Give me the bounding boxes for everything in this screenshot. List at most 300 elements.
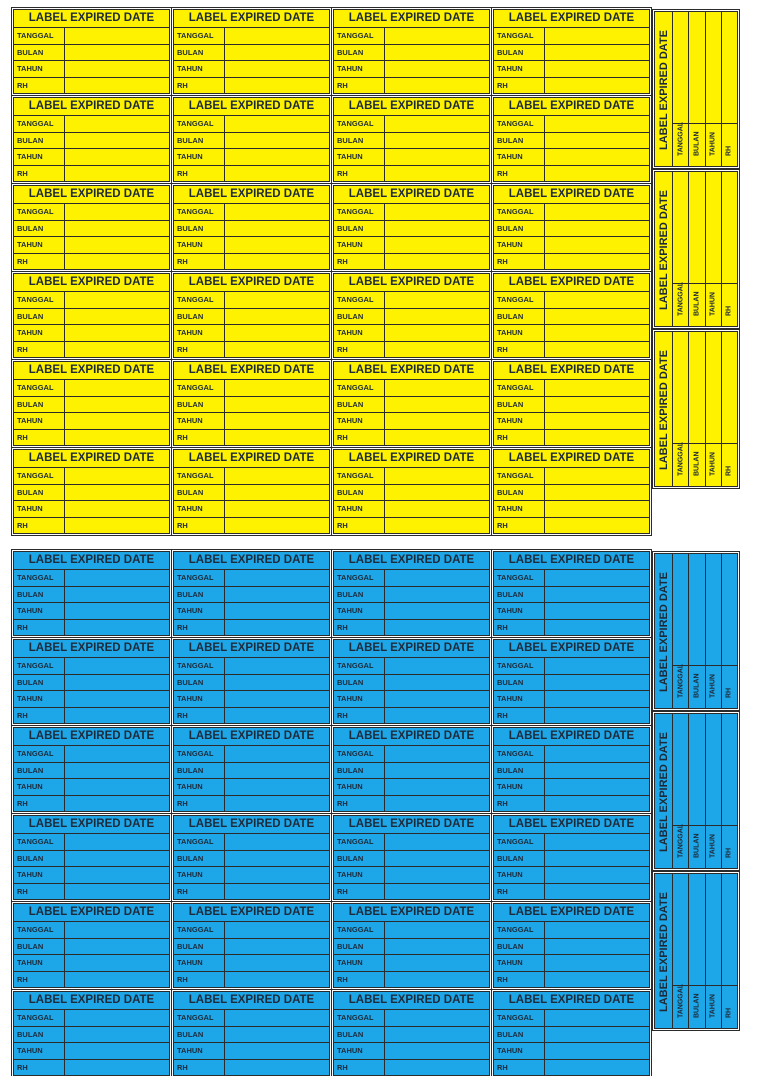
field-value-box (225, 309, 329, 325)
field-value-box (385, 133, 489, 149)
field-row-bulan (334, 851, 489, 868)
field-name: RH (494, 1060, 545, 1076)
field-row-rh (494, 430, 649, 446)
field-name: TANGGAL (334, 292, 385, 308)
field-name: BULAN (334, 485, 385, 501)
field-name: BULAN (334, 397, 385, 413)
field-name: RH (14, 342, 65, 358)
vertical-field-tanggal (673, 12, 689, 166)
field-row-bulan (334, 221, 489, 238)
field-value-box (225, 1043, 329, 1059)
field-value-box (385, 254, 489, 270)
field-value-box (65, 309, 169, 325)
field-name: RH (334, 1060, 385, 1076)
field-row-tanggal (494, 834, 649, 851)
vertical-field-key (706, 283, 721, 326)
expired-date-label (13, 551, 170, 636)
field-name: RH (725, 465, 733, 476)
vertical-label-title (655, 874, 673, 1028)
expired-date-label (173, 361, 330, 446)
expired-date-label (333, 449, 490, 534)
field-value-box (545, 691, 649, 707)
label-title: LABEL EXPIRED DATE (494, 904, 649, 922)
field-name: RH (174, 430, 225, 446)
field-name: BULAN (174, 587, 225, 603)
field-row-bulan (334, 675, 489, 692)
field-row-tahun (14, 1043, 169, 1060)
field-value-box (225, 45, 329, 61)
field-value-box (545, 78, 649, 94)
field-row-tahun (174, 867, 329, 884)
field-row-bulan (174, 675, 329, 692)
label-title: LABEL EXPIRED DATE (334, 186, 489, 204)
field-row-tanggal (334, 28, 489, 45)
field-name: RH (14, 620, 65, 636)
field-row-rh (174, 884, 329, 900)
field-row-rh (494, 972, 649, 988)
field-row-bulan (174, 1027, 329, 1044)
label-title: LABEL EXPIRED DATE (14, 992, 169, 1010)
field-name: BULAN (14, 675, 65, 691)
field-row-tahun (334, 413, 489, 430)
label-title: LABEL EXPIRED DATE (494, 10, 649, 28)
field-row-tahun (14, 779, 169, 796)
field-name: TAHUN (14, 691, 65, 707)
field-name: TANGGAL (334, 468, 385, 484)
field-row-rh (14, 796, 169, 812)
field-name: BULAN (14, 485, 65, 501)
field-row-tanggal (14, 834, 169, 851)
field-row-rh (174, 78, 329, 94)
field-name: TANGGAL (174, 658, 225, 674)
field-name: TAHUN (494, 867, 545, 883)
field-name: TAHUN (14, 779, 65, 795)
vertical-field-key (722, 665, 737, 708)
field-row-bulan (14, 939, 169, 956)
field-row-tanggal (14, 292, 169, 309)
label-title: LABEL EXPIRED DATE (14, 816, 169, 834)
expired-date-label (13, 185, 170, 270)
field-row-rh (334, 166, 489, 182)
field-row-bulan (174, 851, 329, 868)
field-row-tanggal (494, 28, 649, 45)
label-title: LABEL EXPIRED DATE (334, 816, 489, 834)
field-row-tahun (14, 149, 169, 166)
field-name: BULAN (693, 291, 701, 316)
field-name: TAHUN (14, 61, 65, 77)
field-row-rh (174, 620, 329, 636)
label-title: LABEL EXPIRED DATE (494, 450, 649, 468)
field-name: RH (334, 342, 385, 358)
field-row-tahun (174, 603, 329, 620)
field-row-bulan (14, 763, 169, 780)
field-row-tanggal (334, 658, 489, 675)
field-name: TAHUN (14, 501, 65, 517)
field-name: BULAN (334, 763, 385, 779)
vertical-label-title-text: LABEL EXPIRED DATE (657, 572, 670, 692)
field-value-box (385, 834, 489, 850)
field-name: TANGGAL (677, 983, 685, 1018)
field-name: TANGGAL (174, 570, 225, 586)
field-value-box (65, 1043, 169, 1059)
field-name: TANGGAL (334, 746, 385, 762)
field-row-bulan (494, 485, 649, 502)
vertical-field-key (689, 123, 704, 166)
vertical-label-title (655, 714, 673, 868)
vertical-field-key (706, 665, 721, 708)
field-value-box (545, 620, 649, 636)
field-value-box (385, 658, 489, 674)
expired-date-label (333, 551, 490, 636)
vertical-field-key (706, 825, 721, 868)
field-name: BULAN (334, 309, 385, 325)
vertical-field-tahun (706, 554, 722, 708)
vertical-label-title-text: LABEL EXPIRED DATE (657, 350, 670, 470)
field-name: TAHUN (494, 413, 545, 429)
vertical-field-bulan (689, 554, 705, 708)
field-name: TAHUN (174, 1043, 225, 1059)
field-row-bulan (174, 763, 329, 780)
label-title: LABEL EXPIRED DATE (14, 362, 169, 380)
field-value-box (65, 430, 169, 446)
field-row-tahun (334, 603, 489, 620)
field-name: TANGGAL (14, 570, 65, 586)
field-row-tanggal (174, 468, 329, 485)
label-title: LABEL EXPIRED DATE (494, 362, 649, 380)
field-row-tahun (14, 237, 169, 254)
label-title: LABEL EXPIRED DATE (14, 274, 169, 292)
vertical-field-tanggal (673, 172, 689, 326)
field-row-tanggal (14, 468, 169, 485)
field-name: BULAN (174, 851, 225, 867)
field-row-tahun (14, 955, 169, 972)
field-row-tahun (14, 501, 169, 518)
field-value-box (385, 955, 489, 971)
field-row-tahun (174, 955, 329, 972)
vertical-label-title (655, 12, 673, 166)
label-title: LABEL EXPIRED DATE (174, 728, 329, 746)
field-name: RH (494, 254, 545, 270)
field-row-bulan (334, 397, 489, 414)
field-value-box (225, 413, 329, 429)
field-name: TANGGAL (174, 28, 225, 44)
field-value-box (65, 342, 169, 358)
field-value-box (545, 413, 649, 429)
field-value-box (545, 746, 649, 762)
field-name: RH (494, 972, 545, 988)
field-name: RH (334, 972, 385, 988)
vertical-field-key (706, 123, 721, 166)
field-value-box (65, 221, 169, 237)
field-name: TANGGAL (494, 746, 545, 762)
field-name: RH (14, 884, 65, 900)
field-name: BULAN (334, 587, 385, 603)
field-name: BULAN (494, 45, 545, 61)
field-row-tanggal (174, 1010, 329, 1027)
label-title: LABEL EXPIRED DATE (334, 10, 489, 28)
field-name: TANGGAL (14, 922, 65, 938)
field-row-bulan (14, 485, 169, 502)
field-value-box (545, 1043, 649, 1059)
expired-date-label (333, 727, 490, 812)
label-title: LABEL EXPIRED DATE (174, 552, 329, 570)
field-value-box (65, 61, 169, 77)
field-value-box (545, 309, 649, 325)
field-name: TANGGAL (494, 834, 545, 850)
expired-date-label (493, 449, 650, 534)
label-title: LABEL EXPIRED DATE (334, 904, 489, 922)
vertical-field-key (706, 443, 721, 486)
field-name: TAHUN (709, 292, 717, 316)
field-name: TANGGAL (14, 468, 65, 484)
field-value-box (65, 518, 169, 534)
field-row-bulan (174, 939, 329, 956)
vertical-field-tanggal (673, 332, 689, 486)
label-title: LABEL EXPIRED DATE (334, 450, 489, 468)
field-value-box (385, 1010, 489, 1026)
field-value-box (545, 587, 649, 603)
field-value-box (385, 28, 489, 44)
field-value-box (385, 237, 489, 253)
vertical-label-title (655, 554, 673, 708)
expired-date-label (13, 815, 170, 900)
expired-date-label (333, 361, 490, 446)
field-row-bulan (14, 675, 169, 692)
field-name: TAHUN (334, 237, 385, 253)
label-title: LABEL EXPIRED DATE (174, 274, 329, 292)
field-name: TAHUN (14, 867, 65, 883)
field-value-box (385, 149, 489, 165)
label-title: LABEL EXPIRED DATE (14, 186, 169, 204)
field-value-box (225, 292, 329, 308)
field-value-box (225, 325, 329, 341)
field-row-tahun (494, 149, 649, 166)
field-value-box (385, 851, 489, 867)
field-name: BULAN (174, 133, 225, 149)
field-name: BULAN (693, 833, 701, 858)
field-value-box (385, 116, 489, 132)
field-row-rh (334, 518, 489, 534)
field-row-tanggal (174, 28, 329, 45)
field-name: TANGGAL (14, 1010, 65, 1026)
field-row-bulan (14, 1027, 169, 1044)
field-row-tanggal (174, 380, 329, 397)
field-row-rh (174, 518, 329, 534)
field-value-box (545, 884, 649, 900)
field-row-rh (174, 972, 329, 988)
field-value-box (225, 78, 329, 94)
field-row-tanggal (174, 834, 329, 851)
field-name: TAHUN (14, 149, 65, 165)
expired-date-label (333, 991, 490, 1076)
field-name: TAHUN (494, 603, 545, 619)
field-name: RH (334, 254, 385, 270)
expired-date-label (333, 903, 490, 988)
field-value-box (385, 867, 489, 883)
field-name: TAHUN (494, 691, 545, 707)
field-name: BULAN (174, 485, 225, 501)
field-name: RH (494, 708, 545, 724)
field-name: BULAN (334, 851, 385, 867)
field-name: BULAN (494, 587, 545, 603)
expired-date-label (173, 449, 330, 534)
field-row-tahun (334, 955, 489, 972)
field-row-rh (174, 254, 329, 270)
field-value-box (545, 1027, 649, 1043)
field-value-box (385, 45, 489, 61)
field-row-tahun (334, 691, 489, 708)
field-row-bulan (334, 939, 489, 956)
expired-date-label (13, 361, 170, 446)
field-row-tahun (494, 61, 649, 78)
field-name: RH (494, 78, 545, 94)
field-row-tanggal (14, 204, 169, 221)
field-value-box (545, 430, 649, 446)
field-value-box (225, 955, 329, 971)
field-value-box (65, 149, 169, 165)
label-title: LABEL EXPIRED DATE (494, 186, 649, 204)
vertical-expired-date-label (654, 331, 738, 487)
field-name: TANGGAL (334, 380, 385, 396)
expired-date-label (173, 97, 330, 182)
expired-date-label (173, 9, 330, 94)
field-name: RH (494, 518, 545, 534)
field-name: TANGGAL (677, 663, 685, 698)
field-row-tahun (174, 325, 329, 342)
field-value-box (225, 691, 329, 707)
field-row-tahun (14, 325, 169, 342)
field-name: BULAN (494, 221, 545, 237)
vertical-label-title-text: LABEL EXPIRED DATE (657, 30, 670, 150)
vertical-field-tahun (706, 172, 722, 326)
vertical-field-rh (722, 874, 737, 1028)
vertical-field-key (673, 443, 688, 486)
label-title: LABEL EXPIRED DATE (14, 450, 169, 468)
field-name: BULAN (174, 939, 225, 955)
field-value-box (65, 620, 169, 636)
field-value-box (385, 796, 489, 812)
field-row-bulan (494, 309, 649, 326)
field-row-rh (494, 342, 649, 358)
field-value-box (65, 485, 169, 501)
field-value-box (65, 133, 169, 149)
field-row-tahun (174, 501, 329, 518)
field-name: TANGGAL (174, 380, 225, 396)
vertical-field-rh (722, 714, 737, 868)
expired-date-label (493, 551, 650, 636)
vertical-field-key (722, 825, 737, 868)
field-value-box (545, 221, 649, 237)
field-value-box (545, 922, 649, 938)
field-value-box (65, 867, 169, 883)
field-value-box (65, 1010, 169, 1026)
field-row-tanggal (494, 468, 649, 485)
field-value-box (65, 45, 169, 61)
field-row-tahun (14, 691, 169, 708)
field-row-tanggal (14, 116, 169, 133)
field-name: TANGGAL (14, 28, 65, 44)
field-row-tahun (334, 61, 489, 78)
field-name: TAHUN (334, 603, 385, 619)
field-value-box (225, 501, 329, 517)
field-row-bulan (334, 309, 489, 326)
field-name: TANGGAL (334, 28, 385, 44)
field-name: TANGGAL (14, 834, 65, 850)
field-name: RH (334, 620, 385, 636)
label-title: LABEL EXPIRED DATE (174, 450, 329, 468)
field-name: RH (174, 254, 225, 270)
field-value-box (65, 254, 169, 270)
field-value-box (545, 779, 649, 795)
field-name: TANGGAL (494, 292, 545, 308)
field-value-box (385, 166, 489, 182)
field-name: RH (14, 78, 65, 94)
expired-date-label (13, 639, 170, 724)
field-name: TANGGAL (334, 204, 385, 220)
field-name: BULAN (174, 45, 225, 61)
vertical-label-title-text: LABEL EXPIRED DATE (657, 732, 670, 852)
field-value-box (65, 1060, 169, 1076)
field-value-box (385, 675, 489, 691)
vertical-field-rh (722, 172, 737, 326)
field-row-tahun (334, 149, 489, 166)
field-value-box (65, 708, 169, 724)
field-name: TANGGAL (334, 658, 385, 674)
field-value-box (385, 397, 489, 413)
field-value-box (65, 116, 169, 132)
field-value-box (545, 1060, 649, 1076)
field-name: RH (174, 884, 225, 900)
expired-date-label (13, 9, 170, 94)
expired-date-label (333, 185, 490, 270)
blue-label-sheet (13, 551, 741, 1072)
field-value-box (65, 939, 169, 955)
field-row-rh (494, 254, 649, 270)
field-name: TANGGAL (334, 570, 385, 586)
field-row-tanggal (334, 380, 489, 397)
field-value-box (65, 851, 169, 867)
field-name: TANGGAL (677, 441, 685, 476)
field-value-box (65, 28, 169, 44)
field-row-tahun (174, 779, 329, 796)
field-row-bulan (334, 485, 489, 502)
field-name: TANGGAL (174, 1010, 225, 1026)
expired-date-label (493, 903, 650, 988)
vertical-field-key (673, 985, 688, 1028)
field-row-tahun (174, 691, 329, 708)
field-row-rh (14, 884, 169, 900)
field-name: TANGGAL (494, 204, 545, 220)
field-row-tahun (334, 325, 489, 342)
field-name: TAHUN (334, 149, 385, 165)
field-value-box (65, 468, 169, 484)
vertical-field-tahun (706, 12, 722, 166)
field-value-box (225, 779, 329, 795)
field-row-bulan (494, 1027, 649, 1044)
vertical-field-tanggal (673, 714, 689, 868)
field-name: BULAN (14, 587, 65, 603)
expired-date-label (493, 727, 650, 812)
field-value-box (385, 884, 489, 900)
vertical-field-key (689, 665, 704, 708)
field-value-box (545, 342, 649, 358)
vertical-field-rh (722, 12, 737, 166)
field-name: TAHUN (334, 1043, 385, 1059)
field-row-tanggal (334, 116, 489, 133)
field-value-box (225, 485, 329, 501)
field-row-bulan (14, 397, 169, 414)
field-row-rh (14, 620, 169, 636)
